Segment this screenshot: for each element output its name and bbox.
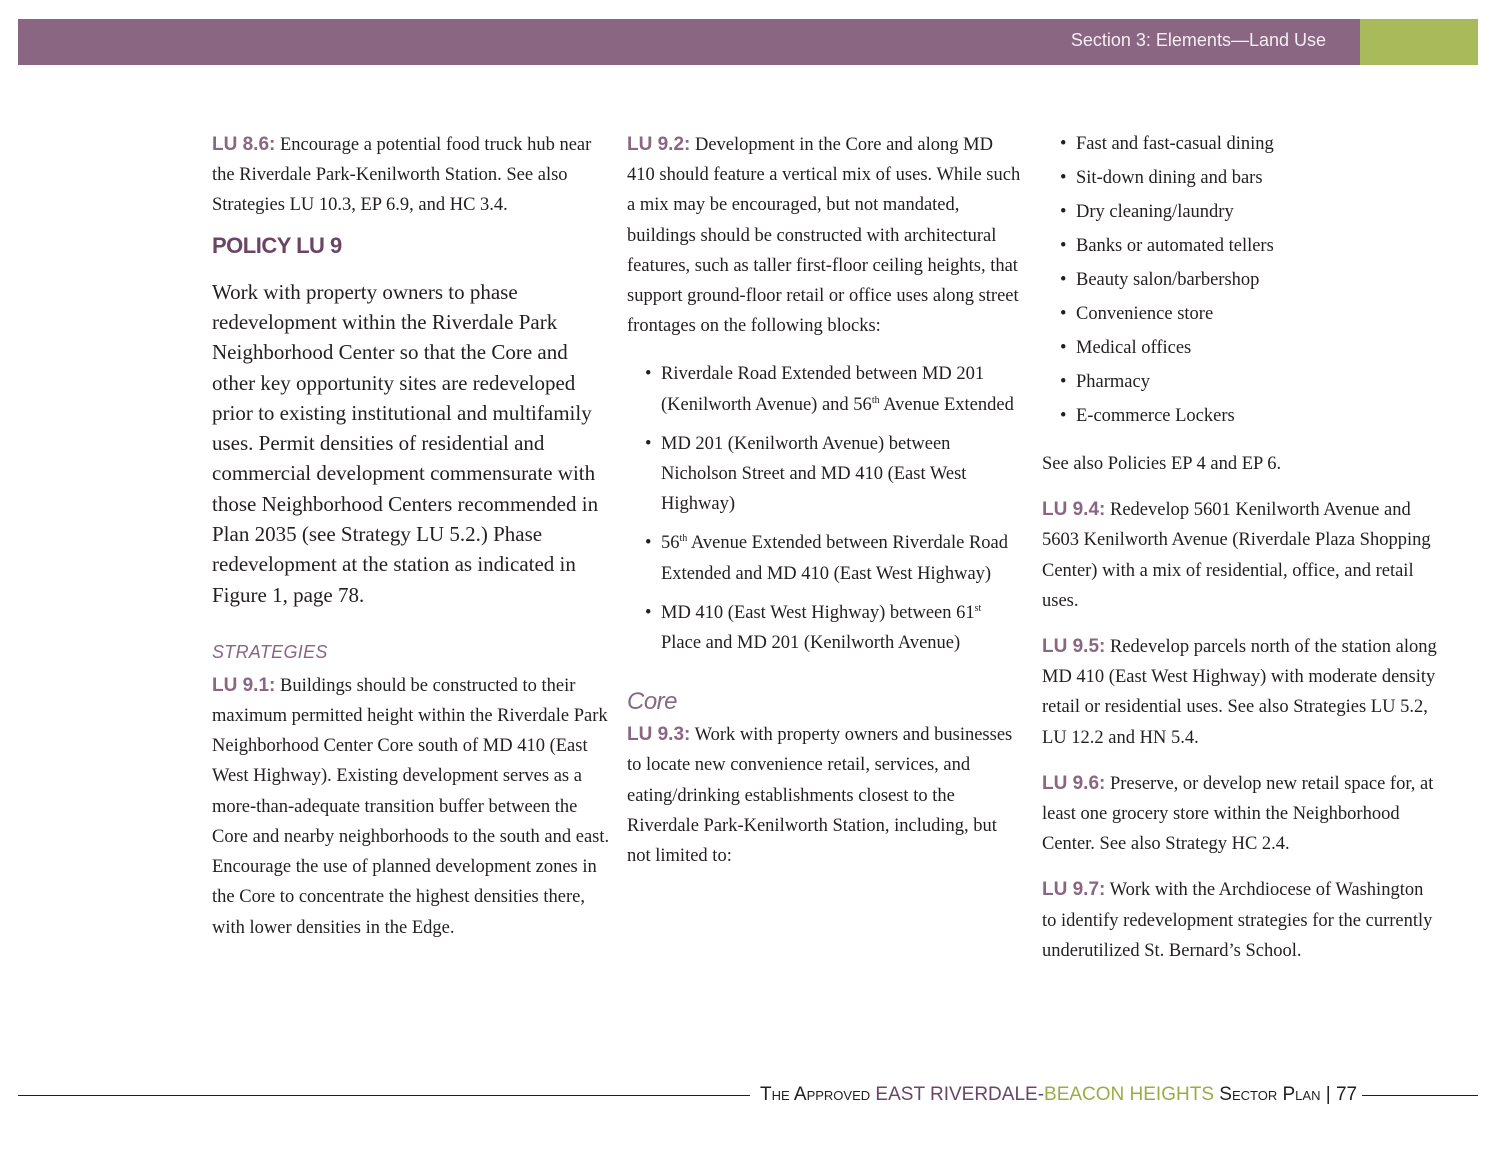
list-item-text: Riverdale Road Extended between MD 201 (Kenilworth Avenue) and 56 <box>661 364 985 415</box>
list-item-text: MD 410 (East West Highway) between 61 <box>661 602 975 623</box>
block-list <box>627 359 1022 658</box>
column-1 <box>212 130 610 943</box>
list-item: • Sit-down dining and bars <box>1042 161 1442 195</box>
strategy-text: Redevelop parcels north of the station along MD 410 (East West Highway) with moderate density retail or residential uses. See also Strategies LU 5.2, LU 12.2 and HN 5.4. <box>1042 637 1437 748</box>
spacer <box>627 341 1022 359</box>
list-item: • Banks or automated tellers <box>1042 229 1442 263</box>
strategy-text: Encourage a potential food truck hub near the Riverdale Park-Kenilworth Station. See also Strategies LU 10.3, EP 6.9, and HC 3.4. <box>212 135 592 216</box>
strategy-lu-9-1 <box>212 671 610 943</box>
strategy-text: Development in the Core and along MD 410 should feature a vertical mix of uses. While such a mix may be encouraged, but not mandated, buildings should be constructed with architectural features, such as taller first-floor ceiling heights, that support ground-floor retail or office uses along street frontages on the following blocks: <box>627 135 1021 337</box>
footer-dash: - <box>1037 1084 1045 1105</box>
list-item: • Fast and fast-casual dining <box>1042 127 1442 161</box>
superscript: th <box>679 533 688 545</box>
strategy-label: LU 9.1: <box>212 674 276 696</box>
strategy-text: Work with the Archdiocese of Washington to identify redevelopment strategies for the currently underutilized St. Bernard’s School. <box>1042 880 1433 961</box>
strategies-heading: STRATEGIES <box>212 641 328 662</box>
list-item-text: MD 201 (Kenilworth Avenue) between Nicholson Street and MD 410 (East West Highway) <box>661 433 967 515</box>
strategy-text: Preserve, or develop new retail space for, at least one grocery store within the Neighborhood Center. See also Strategy HC 2.4. <box>1042 773 1434 855</box>
superscript: st <box>974 602 982 614</box>
list-item-text: Avenue Extended between Riverdale Road Extended and MD 410 (East West Highway) <box>661 533 1009 584</box>
footer-rule-left <box>18 1095 750 1096</box>
policy-text: Work with property owners to phase redevelopment within the Riverdale Park Neighborhood Center so that the Core and other key opportunity sites are redeveloped prior to existing institutional and multifamily uses. Permit densities of residential and commercial development commensurate with those Neighborhood Centers recommended in Plan 2035 (see Strategy LU 5.2.) Phase redevelopment at the station as indicated in Figure 1, page 78. <box>212 279 599 607</box>
list-item: • Dry cleaning/laundry <box>1042 195 1442 229</box>
strategy-lu-9-6 <box>1042 769 1442 860</box>
footer-sector-plan: Sector Plan <box>1214 1084 1321 1105</box>
list-item-text: 56 <box>661 533 680 554</box>
header-accent-block <box>1360 19 1478 65</box>
see-also-policies: See also Policies EP 4 and EP 6. <box>1042 454 1282 474</box>
list-item: • Medical offices <box>1042 331 1442 365</box>
list-item-text: Place and MD 201 (Kenilworth Avenue) <box>661 633 961 654</box>
strategy-lu-9-3 <box>627 720 1022 871</box>
strategy-label: LU 9.5: <box>1042 636 1106 658</box>
strategy-lu-9-7 <box>1042 875 1442 966</box>
section-title: Section 3: Elements—Land Use <box>1070 30 1326 50</box>
policy-heading: POLICY LU 9 <box>212 232 342 258</box>
list-item <box>627 528 1022 588</box>
list-item <box>627 429 1022 520</box>
strategy-lu-9-5 <box>1042 632 1442 753</box>
strategy-label: LU 9.7: <box>1042 879 1106 901</box>
strategy-text: Work with property owners and businesses to locate new convenience retail, services, and eating/drinking establishments closest to the Riverdale Park-Kenilworth Station, including, but not limited to: <box>627 725 1013 867</box>
page-footer <box>760 1084 1357 1106</box>
column-3 <box>1042 127 1442 966</box>
strategy-lu-9-4 <box>1042 495 1442 616</box>
page-number: 77 <box>1335 1084 1358 1105</box>
uses-list <box>1042 127 1442 433</box>
footer-separator: | <box>1320 1084 1336 1105</box>
list-item: • Convenience store <box>1042 297 1442 331</box>
strategy-label: LU 9.6: <box>1042 772 1106 794</box>
superscript: th <box>871 394 880 406</box>
footer-beacon-heights: BEACON HEIGHTS <box>1044 1084 1214 1105</box>
footer-rule-right <box>1362 1095 1478 1096</box>
list-item: • Pharmacy <box>1042 365 1442 399</box>
strategy-label: LU 9.3: <box>627 724 691 746</box>
core-heading: Core <box>627 688 678 716</box>
list-item-text: Avenue Extended <box>879 394 1014 415</box>
strategy-text: Buildings should be constructed to their maximum permitted height within the Riverdale Park Neighborhood Center Core south of MD 410 (East West Highway). Existing development serves as a more-than-adequate transition buffer between the Core and nearby neighborhoods to the south and east. Encourage the use of planned development zones in the Core to concentrate the highest densities there, with lower densities in the Edge. <box>212 675 610 938</box>
list-item: • Beauty salon/barbershop <box>1042 263 1442 297</box>
footer-the-approved: The Approved <box>760 1084 876 1105</box>
list-item: • E-commerce Lockers <box>1042 399 1442 433</box>
strategy-lu-9-2 <box>627 130 1022 341</box>
footer-east-riverdale: EAST RIVERDALE <box>875 1084 1038 1105</box>
list-item <box>627 598 1022 658</box>
strategy-text: Redevelop 5601 Kenilworth Avenue and 5603 Kenilworth Avenue (Riverdale Plaza Shopping Center) with a mix of residential, office, and retail uses. <box>1042 500 1431 611</box>
strategy-label: LU 9.2: <box>627 134 691 155</box>
strategy-lu-8-6 <box>212 130 610 221</box>
list-item <box>627 359 1022 419</box>
strategy-label: LU 9.4: <box>1042 499 1106 521</box>
column-2 <box>627 130 1022 871</box>
strategy-label: LU 8.6: <box>212 134 276 155</box>
